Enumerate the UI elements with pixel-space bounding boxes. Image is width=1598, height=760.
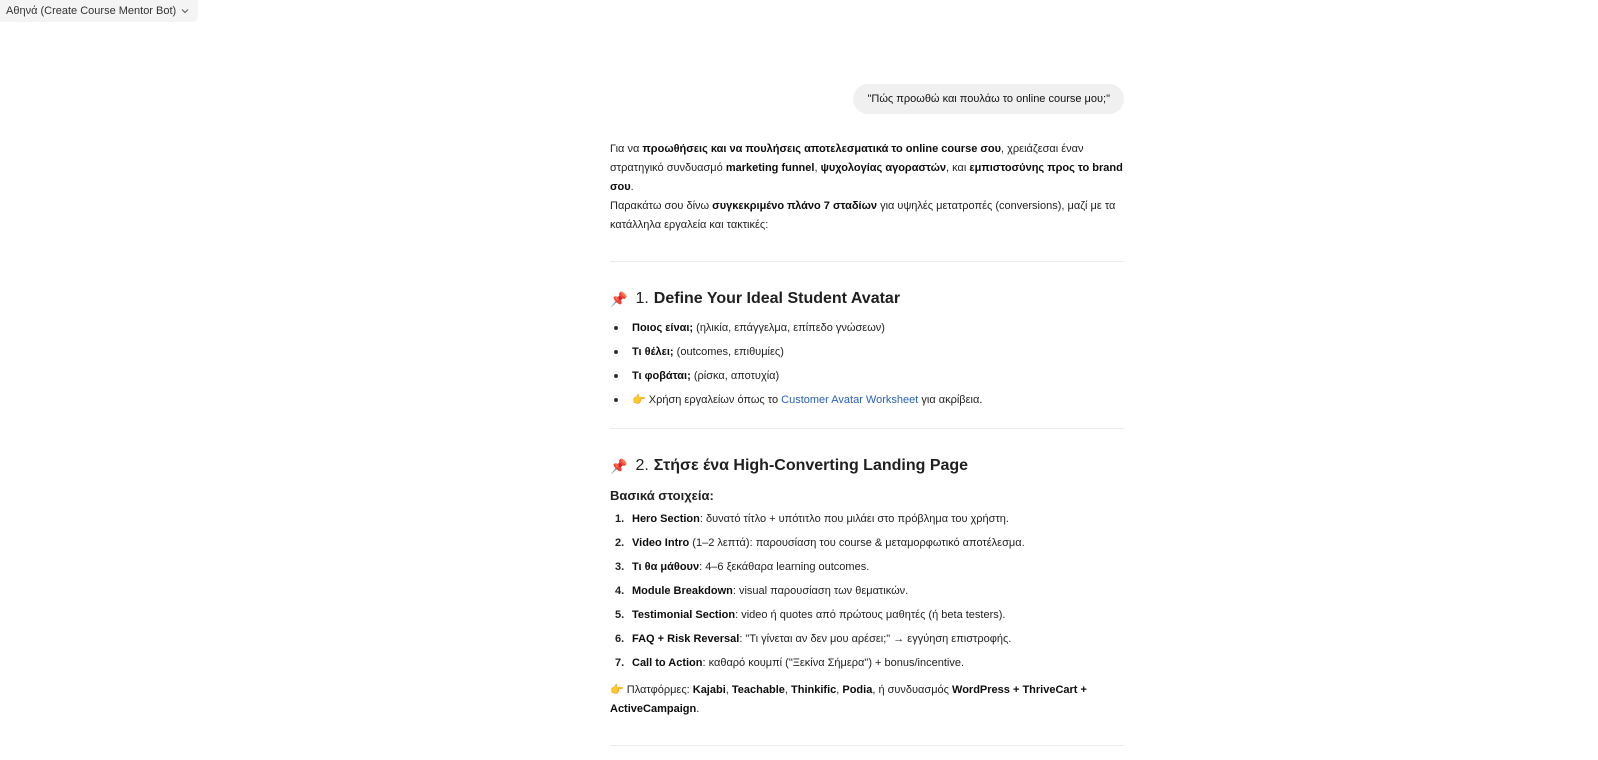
section-number: 2. — [635, 457, 649, 474]
intro-paragraph-1: Για να προωθήσεις και να πουλήσεις αποτελεσματικά το online course σου, χρειάζεσαι έναν στρατηγικό συνδυασμό marketing funnel, ψυχολογίας αγοραστών, και εμπιστοσύνης προς το brand σου. — [610, 143, 1123, 193]
chevron-down-icon — [180, 6, 190, 16]
landing-page-steps — [610, 507, 1124, 675]
user-message: "Πώς προωθώ και πουλάω το online course μου;" — [853, 84, 1124, 114]
pointing-hand-icon: 👉 — [632, 394, 646, 406]
divider — [610, 261, 1124, 262]
subheading: Βασικά στοιχεία: — [610, 488, 714, 503]
section-title: Στήσε ένα High-Converting Landing Page — [653, 457, 969, 474]
user-message-row — [610, 84, 1124, 114]
avatar-list — [610, 316, 1124, 412]
list-item: 6. FAQ + Risk Reversal: "Τι γίνεται αν δεν μου αρέσει;" → εγγύηση επιστροφής. — [615, 633, 1012, 645]
list-item: 7. Call to Action: καθαρό κουμπί ("Ξεκίνα Σήμερα") + bonus/incentive. — [615, 657, 965, 669]
model-selector[interactable] — [0, 0, 198, 22]
list-item: 4. Module Breakdown: visual παρουσίαση των θεματικών. — [615, 585, 909, 597]
divider — [610, 428, 1124, 429]
list-item: Τι φοβάται; (ρίσκα, αποτυχία) — [610, 364, 1124, 388]
intro-paragraph-2: Παρακάτω σου δίνω συγκεκριμένο πλάνο 7 σταδίων για υψηλές μετατροπές (conversions), μαζί με τα κατάλληλα εργαλεία και τακτικές: — [610, 200, 1116, 231]
section-number: 1. — [635, 290, 649, 307]
list-item: 2. Video Intro (1–2 λεπτά): παρουσίαση του course & μεταμορφωτικό αποτέλεσμα. — [615, 537, 1025, 549]
assistant-message — [610, 140, 1124, 746]
list-item: 5. Testimonial Section: video ή quotes από πρώτους μαθητές (ή beta testers). — [615, 609, 1006, 621]
list-item: Ποιος είναι; (ηλικία, επάγγελμα, επίπεδο γνώσεων) — [610, 316, 1124, 340]
platforms-paragraph: 👉 Πλατφόρμες: Kajabi, Teachable, Thinkific, Podia, ή συνδυασμός WordPress + ThriveCart + ActiveCampaign. — [610, 684, 1087, 715]
customer-avatar-worksheet-link[interactable]: Customer Avatar Worksheet — [781, 394, 919, 406]
list-item: 3. Τι θα μάθουν: 4–6 ξεκάθαρα learning outcomes. — [615, 561, 870, 573]
list-item: 1. Hero Section: δυνατό τίτλο + υπότιτλο που μιλάει στο πρόβλημα του χρήστη. — [615, 513, 1009, 525]
chat-thread — [610, 84, 1124, 746]
list-item: Τι θέλει; (outcomes, επιθυμίες) — [610, 340, 1124, 364]
section-heading-1 — [610, 288, 1124, 310]
pushpin-icon: 📌 — [610, 291, 628, 307]
divider — [610, 745, 1124, 746]
section-heading-2 — [610, 455, 1124, 477]
model-label: Αθηνά (Create Course Mentor Bot) — [6, 5, 177, 17]
list-item: 👉 Χρήση εργαλείων όπως το Customer Avatar Worksheet για ακρίβεια. — [610, 388, 1124, 412]
section-title: Define Your Ideal Student Avatar — [653, 290, 901, 307]
pushpin-icon: 📌 — [610, 458, 628, 474]
